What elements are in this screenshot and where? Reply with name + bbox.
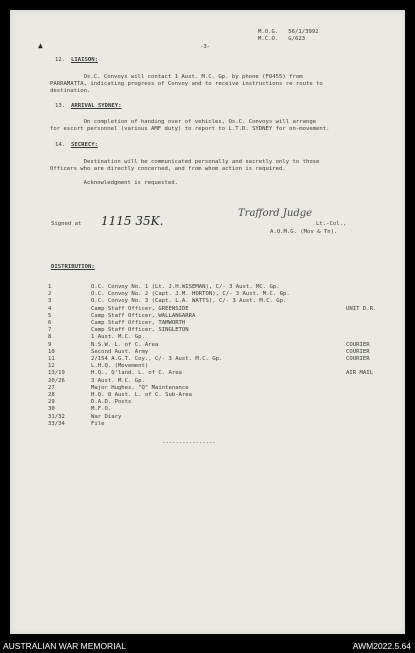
distribution-row (10, 342, 405, 349)
distribution-row (10, 349, 405, 356)
section-12-heading: LIAISON: (71, 57, 98, 63)
distribution-row (10, 298, 405, 305)
distribution-recipient: Camp Staff Officer, WALLANGARRA (91, 312, 196, 319)
distribution-recipient: 1 Aust. M.C. Gp. (91, 334, 145, 341)
distribution-copy-number: 13/19 (48, 370, 65, 377)
distribution-copy-number: 31/32 (48, 413, 65, 420)
distribution-recipient: O.C. Convoy No. 1 (Lt. J.H.WISEMAN), C/- 3 Aust. MC. Gp. (91, 284, 280, 290)
distribution-recipient: Camp Staff Officer, TAMWORTH (91, 320, 186, 326)
document-page (10, 10, 405, 634)
distribution-row (10, 363, 405, 370)
hole-punch-mark: ▲ (38, 41, 43, 50)
distribution-method: COURIER (346, 341, 370, 348)
distribution-copy-number: 10 (48, 348, 55, 355)
section-12-number: 12. (55, 57, 66, 63)
distribution-row (10, 327, 405, 334)
distribution-method: AIR MAIL (346, 370, 373, 377)
distribution-method: COURIER (346, 356, 370, 362)
reference-line-1: M.O.G. 56/1/3992 (258, 29, 319, 35)
section-13-line-1: On completion of handing over of vehicles, Os.C. Convoys will arrange (50, 119, 317, 125)
distribution-recipient: N.S.W. L. of C. Area (91, 341, 159, 348)
section-13-heading: ARRIVAL SYDNEY: (71, 103, 122, 109)
end-rule: ---------------- (162, 440, 216, 446)
section-14-number: 14. (55, 142, 66, 148)
distribution-row (10, 291, 405, 298)
distribution-row (10, 385, 405, 392)
section-12-line-2: PARRAMATTA, indicating progress of Convoy and to receive instructions re route to (50, 81, 323, 87)
distribution-recipient: D.A.D. Posts (91, 399, 132, 406)
section-14-line-1: Destination will be communicated personally and secretly only to those (50, 159, 320, 165)
distribution-copy-number: 30 (48, 406, 55, 413)
distribution-copy-number: 29 (48, 399, 55, 406)
distribution-copy-number: 6 (48, 320, 52, 326)
distribution-copy-number: 5 (48, 312, 52, 319)
signed-time: 1115 35K. (101, 214, 164, 228)
signatory-rank: Lt.-Col., (316, 221, 347, 227)
distribution-copy-number: 7 (48, 327, 52, 334)
page-number: -3- (200, 44, 211, 50)
section-14-line-2: Officers who are directly concerned, and from whom action is required. (50, 166, 286, 172)
distribution-method: COURIER (346, 348, 370, 355)
distribution-row (10, 406, 405, 413)
distribution-row (10, 399, 405, 406)
distribution-row (10, 421, 405, 428)
section-14-heading: SECRECY: (71, 142, 98, 148)
distribution-copy-number: 9 (48, 341, 52, 348)
distribution-copy-number: 12 (48, 363, 55, 370)
distribution-method: UNIT D.R. (346, 305, 377, 312)
distribution-recipient: O.C. Convoy No. 2 (Capt. J.M. HORTON), C/- 3 Aust. M.C. Gp. (91, 291, 290, 298)
footer-accession-number: AWM2022.5.64 (352, 641, 411, 651)
distribution-copy-number: 1 (48, 284, 52, 290)
distribution-recipient: O.C. Convoy No. 3 (Capt. L.A. WATTS), C/- 3 Aust. M.C. Gp. (91, 298, 287, 305)
distribution-recipient: File (91, 420, 105, 427)
section-14-line-4: Acknowledgment is requested. (50, 180, 178, 186)
distribution-recipient: H.Q. 8 Aust. L. of C. Sub-Area (91, 392, 193, 398)
distribution-copy-number: 8 (48, 334, 52, 341)
footer-bar (0, 641, 415, 653)
distribution-row (10, 334, 405, 341)
section-13-number: 13. (55, 103, 66, 109)
distribution-recipient: War Diary (91, 413, 122, 420)
section-13-line-2: for escort personnel (various AMF duty) to report to L.T.D. SYDNEY for on-movement. (50, 126, 330, 132)
distribution-recipient: 3 Aust. M.C. Gp. (91, 377, 145, 384)
distribution-copy-number: 11 (48, 356, 55, 362)
distribution-row (10, 284, 405, 291)
distribution-copy-number: 20/26 (48, 377, 65, 384)
reference-line-2: M.C.O. G/623 (258, 36, 306, 42)
distribution-recipient: H.Q., Q'land. L. of C. Area (91, 370, 182, 377)
signatory-appointment: A.Q.M.G. (Mov & Tn). (270, 229, 338, 235)
distribution-row (10, 313, 405, 320)
distribution-copy-number: 27 (48, 384, 55, 391)
distribution-row (10, 392, 405, 399)
section-12-line-1: Os.C. Convoys will contact 1 Aust. M.C. Gp. by phone (FO455) from (50, 74, 303, 80)
distribution-row (10, 356, 405, 363)
distribution-copy-number: 33/34 (48, 420, 65, 427)
distribution-recipient: Camp Staff Officer, GREENSIDE (91, 305, 189, 312)
distribution-recipient: Major Hughes, "Q" Maintenance (91, 384, 189, 391)
distribution-recipient: L.H.Q. (Movement) (91, 363, 149, 370)
section-12-line-3: destination. (50, 88, 91, 94)
footer-institution: AUSTRALIAN WAR MEMORIAL (3, 641, 126, 651)
distribution-copy-number: 28 (48, 392, 55, 398)
distribution-copy-number: 4 (48, 305, 52, 312)
signed-at-label: Signed at (51, 221, 82, 227)
distribution-row (10, 320, 405, 327)
distribution-recipient: M.F.O. (91, 406, 112, 413)
distribution-row (10, 414, 405, 421)
distribution-recipient: Camp Staff Officer, SINGLETON (91, 327, 189, 334)
handwritten-signature: Trafford Judge (238, 208, 313, 219)
distribution-row (10, 378, 405, 385)
distribution-copy-number: 3 (48, 298, 52, 305)
distribution-row (10, 306, 405, 313)
distribution-copy-number: 2 (48, 291, 52, 298)
distribution-heading: DISTRIBUTION: (51, 264, 95, 270)
distribution-recipient: 2/154 A.G.T. Coy., C/- 3 Aust. M.C. Gp. (91, 356, 223, 362)
distribution-recipient: Second Aust. Army (91, 348, 149, 355)
distribution-row (10, 370, 405, 377)
